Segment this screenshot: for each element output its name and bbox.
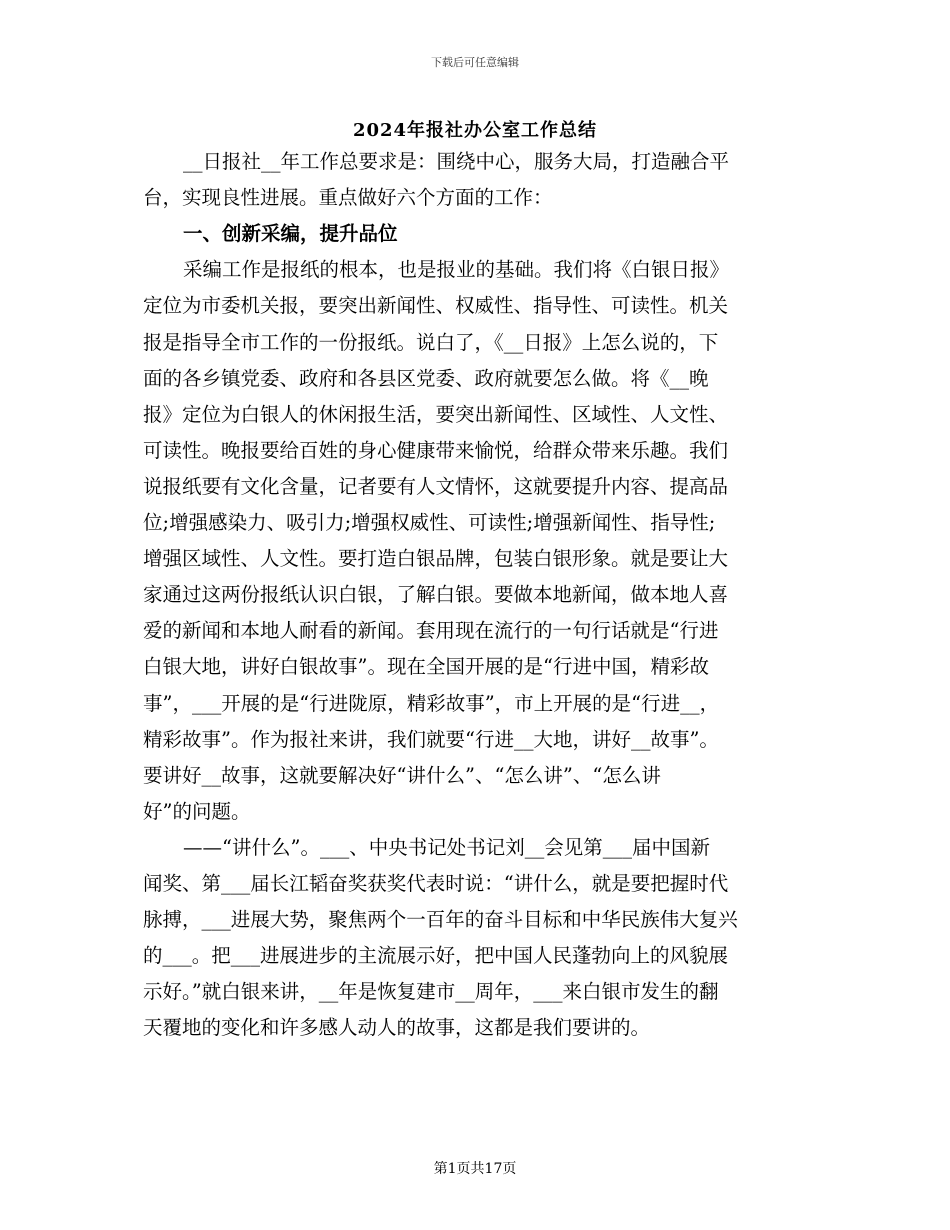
body-text-line: 好”的问题。 <box>143 799 251 823</box>
body-text-line: 精彩故事”。作为报社来讲，我们就要“行进__大地，讲好__故事”。 <box>143 727 719 751</box>
body-text-line: 的___。把___进展进步的主流展示好，把中国人民蓬勃向上的风貌展 <box>143 944 729 968</box>
body-text-line: 脉搏，___进展大势，聚焦两个一百年的奋斗目标和中华民族伟大复兴 <box>143 908 738 932</box>
page-header-note: 下载后可任意编辑 <box>431 56 519 69</box>
body-text-line: 定位为市委机关报，要突出新闻性、权威性、指导性、可读性。机关 <box>143 294 729 318</box>
document-title: 2024年报社办公室工作总结 <box>352 120 598 141</box>
page-footer: 第1页共17页 <box>433 1161 517 1177</box>
section-heading: 一、创新采编，提升品位 <box>183 222 398 246</box>
body-text-line: 面的各乡镇党委、政府和各县区党委、政府就要怎么做。将《__晚 <box>143 366 709 390</box>
body-text-line: 闻奖、第___届长江韬奋奖获奖代表时说：“讲什么，就是要把握时代 <box>143 872 729 895</box>
body-text-line: 爱的新闻和本地人耐看的新闻。套用现在流行的一句行话就是“行进 <box>143 619 719 643</box>
body-text-line: 示好。”就白银来讲，__年是恢复建市__周年，___来白银市发生的翻 <box>143 980 719 1004</box>
body-text-line: 采编工作是报纸的根本，也是报业的基础。我们将《白银日报》 <box>183 258 730 282</box>
body-text-line: __日报社__年工作总要求是：围绕中心，服务大局，打造融合平 <box>183 150 730 173</box>
body-text-line: 报》定位为白银人的休闲报生活，要突出新闻性、区域性、人文性、 <box>143 402 729 426</box>
body-text-line: 可读性。晚报要给百姓的身心健康带来愉悦，给群众带来乐趣。我们 <box>143 438 729 462</box>
body-text-line: 事”，___开展的是“行进陇原，精彩故事”，市上开展的是“行进__， <box>143 691 720 715</box>
body-text-line: 台，实现良性进展。重点做好六个方面的工作： <box>143 186 553 210</box>
body-text-line: 说报纸要有文化含量，记者要有人文情怀，这就要提升内容、提高品 <box>143 474 729 498</box>
body-text-line: 白银大地，讲好白银故事”。现在全国开展的是“行进中国，精彩故 <box>143 655 709 679</box>
body-text-line: 报是指导全市工作的一份报纸。说白了，《__日报》上怎么说的，下 <box>143 330 719 354</box>
body-text-line: ——“讲什么”。___、中央书记处书记刘__会见第___届中国新 <box>183 835 710 859</box>
body-text-line: 要讲好__故事，这就要解决好“讲什么”、“怎么讲”、“怎么讲 <box>143 763 661 787</box>
body-text-line: 天覆地的变化和许多感人动人的故事，这都是我们要讲的。 <box>143 1016 651 1040</box>
body-text-line: 增强区域性、人文性。要打造白银品牌，包装白银形象。就是要让大 <box>143 547 729 571</box>
body-text-line: 家通过这两份报纸认识白银，了解白银。要做本地新闻，做本地人喜 <box>143 583 729 607</box>
body-text-line: 位;增强感染力、吸引力;增强权威性、可读性;增强新闻性、指导性; <box>143 511 716 534</box>
